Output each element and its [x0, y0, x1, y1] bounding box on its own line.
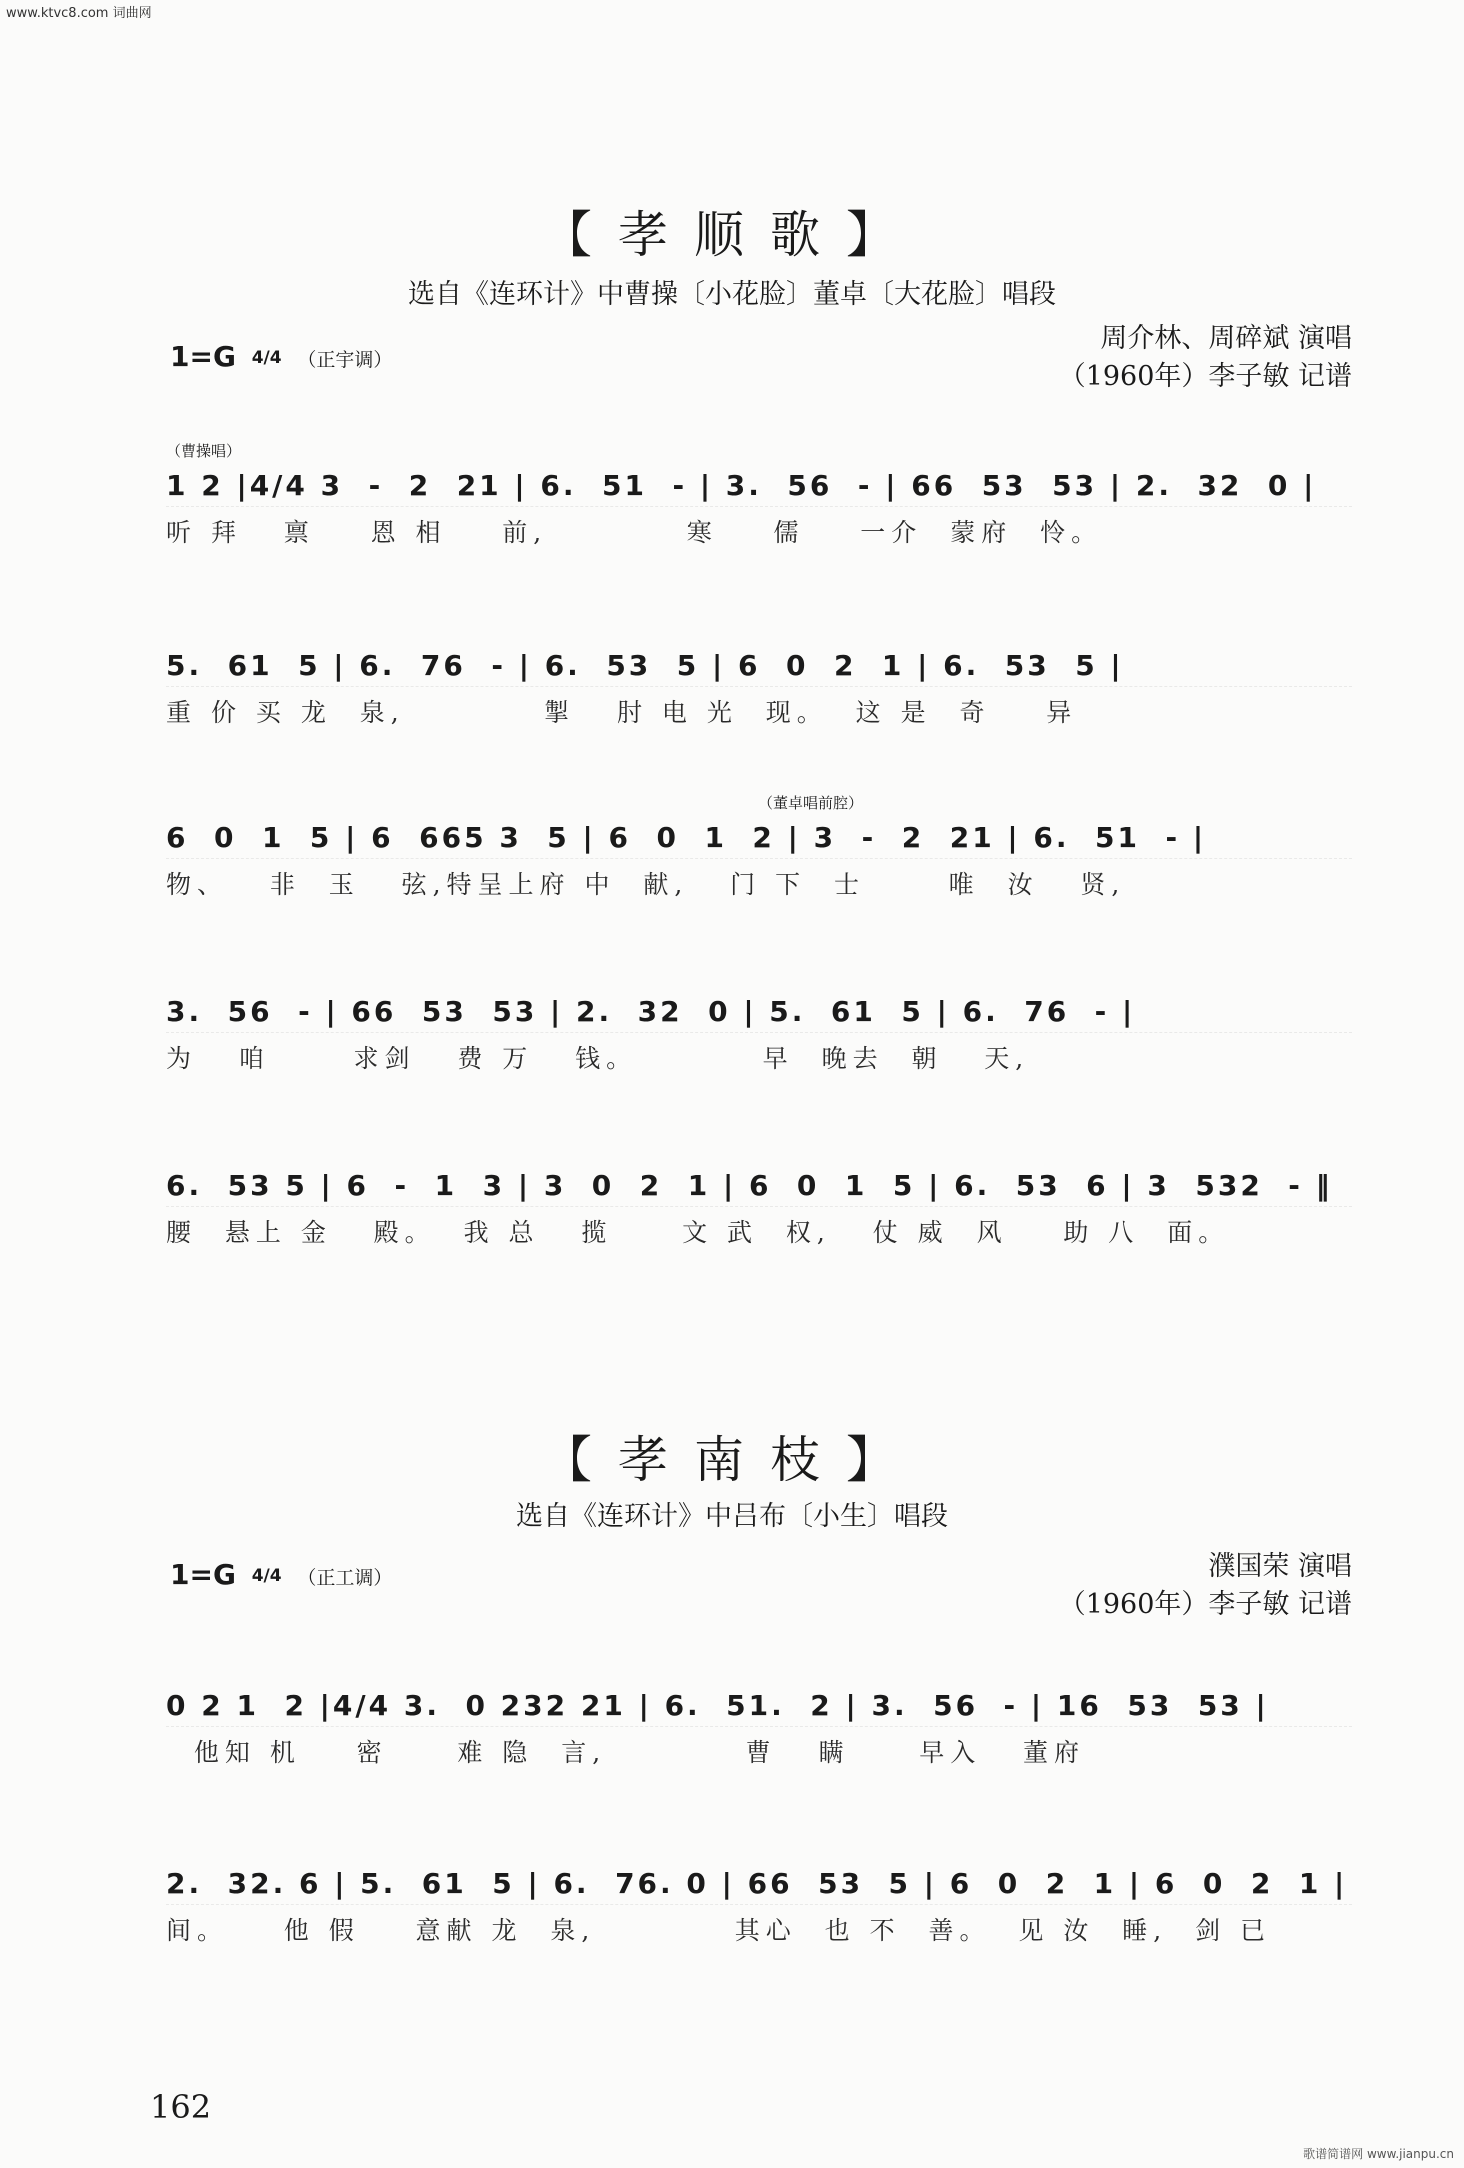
notation-row: 2. 32. 6 | 5. 61 5 | 6. 76. 0 | 66 53 5 | 6 0 2 1 | 6 0 2 1 | [166, 1864, 1352, 1905]
song1-note-dongzhuo: （董卓唱前腔） [758, 794, 864, 812]
song1-staff-row [166, 818, 1352, 901]
song1-credits [1059, 320, 1352, 396]
watermark-bottom: 歌谱简谱网 www.jianpu.cn [1303, 2147, 1454, 2161]
notation-row: 3. 56 - | 66 53 53 | 2. 32 0 | 5. 61 5 | 6. 76 - | [166, 992, 1352, 1033]
notation-row: 1 2 |4/4 3 - 2 21 | 6. 51 - | 3. 56 - | 66 53 53 | 2. 32 0 | [166, 466, 1352, 507]
song1-notation: （1960年）李子敏 记谱 [1058, 361, 1352, 392]
song2-mode: （正工调） [297, 1567, 393, 1589]
song1-title: 【孝顺歌】 [542, 206, 922, 264]
song2-meter: 4/4 [251, 1565, 282, 1586]
lyrics-row: 他知 机 密 难 隐 言, 曹 瞒 早入 董府 [166, 1738, 1086, 1767]
lyrics-row: 物、 非 玉 弦,特呈上府 中 献, 门 下 士 唯 汝 贤, [166, 870, 1126, 899]
lyrics-row: 间。 他 假 意献 龙 泉, 其心 也 不 善。 见 汝 睡, 剑 已 [166, 1916, 1272, 1945]
song2-credits [1059, 1548, 1352, 1624]
song2-staff-row [166, 1686, 1352, 1769]
lyrics-row: 重 价 买 龙 泉, 掣 肘 电 光 现。 这 是 奇 异 [166, 698, 1078, 727]
notation-row: 5. 61 5 | 6. 76 - | 6. 53 5 | 6 0 2 1 | 6. 53 5 | [166, 646, 1352, 687]
song2-notation: （1960年）李子敏 记谱 [1058, 1589, 1352, 1620]
song1-note-caocao: （曹操唱） [166, 442, 242, 460]
song1-staff-row [166, 992, 1352, 1075]
song2-staff-row [166, 1864, 1352, 1947]
song1-meter: 4/4 [251, 347, 282, 368]
song1-subtitle: 选自《连环计》中曹操〔小花脸〕董卓〔大花脸〕唱段 [408, 279, 1056, 310]
lyrics-row: 腰 悬上 金 殿。 我 总 揽 文 武 权, 仗 威 风 助 八 面。 [166, 1218, 1230, 1247]
song1-staff-row [166, 646, 1352, 729]
song1-key-signature [170, 340, 392, 373]
notation-row: 6. 53 5 | 6 - 1 3 | 3 0 2 1 | 6 0 1 5 | 6. 53 6 | 3 532 - ‖ [166, 1166, 1352, 1207]
song2-performers: 濮国荣 演唱 [1208, 1551, 1352, 1582]
song1-staff-row [166, 466, 1352, 549]
watermark-top: www.ktvc8.com 词曲网 [6, 6, 152, 21]
notation-row: 6 0 1 5 | 6 665 3 5 | 6 0 1 2 | 3 - 2 21 | 6. 51 - | [166, 818, 1352, 859]
song1-performers: 周介林、周碎斌 演唱 [1100, 323, 1352, 354]
lyrics-row: 听 拜 禀 恩 相 前, 寒 儒 一介 蒙府 怜。 [166, 518, 1103, 547]
song2-subtitle: 选自《连环计》中吕布〔小生〕唱段 [516, 1501, 948, 1532]
song1-mode: （正宇调） [297, 349, 393, 371]
song2-title: 【孝南枝】 [542, 1431, 922, 1489]
song2-key-signature [170, 1558, 392, 1591]
notation-row: 0 2 1 2 |4/4 3. 0 232 21 | 6. 51. 2 | 3. 56 - | 16 53 53 | [166, 1686, 1352, 1727]
page-number: 162 [150, 2088, 212, 2126]
song1-key: 1=G [170, 340, 236, 373]
lyrics-row: 为 咱 求剑 费 万 钱。 早 晚去 朝 天, [166, 1044, 1030, 1073]
song2-key: 1=G [170, 1558, 236, 1591]
song1-staff-row [166, 1166, 1352, 1249]
